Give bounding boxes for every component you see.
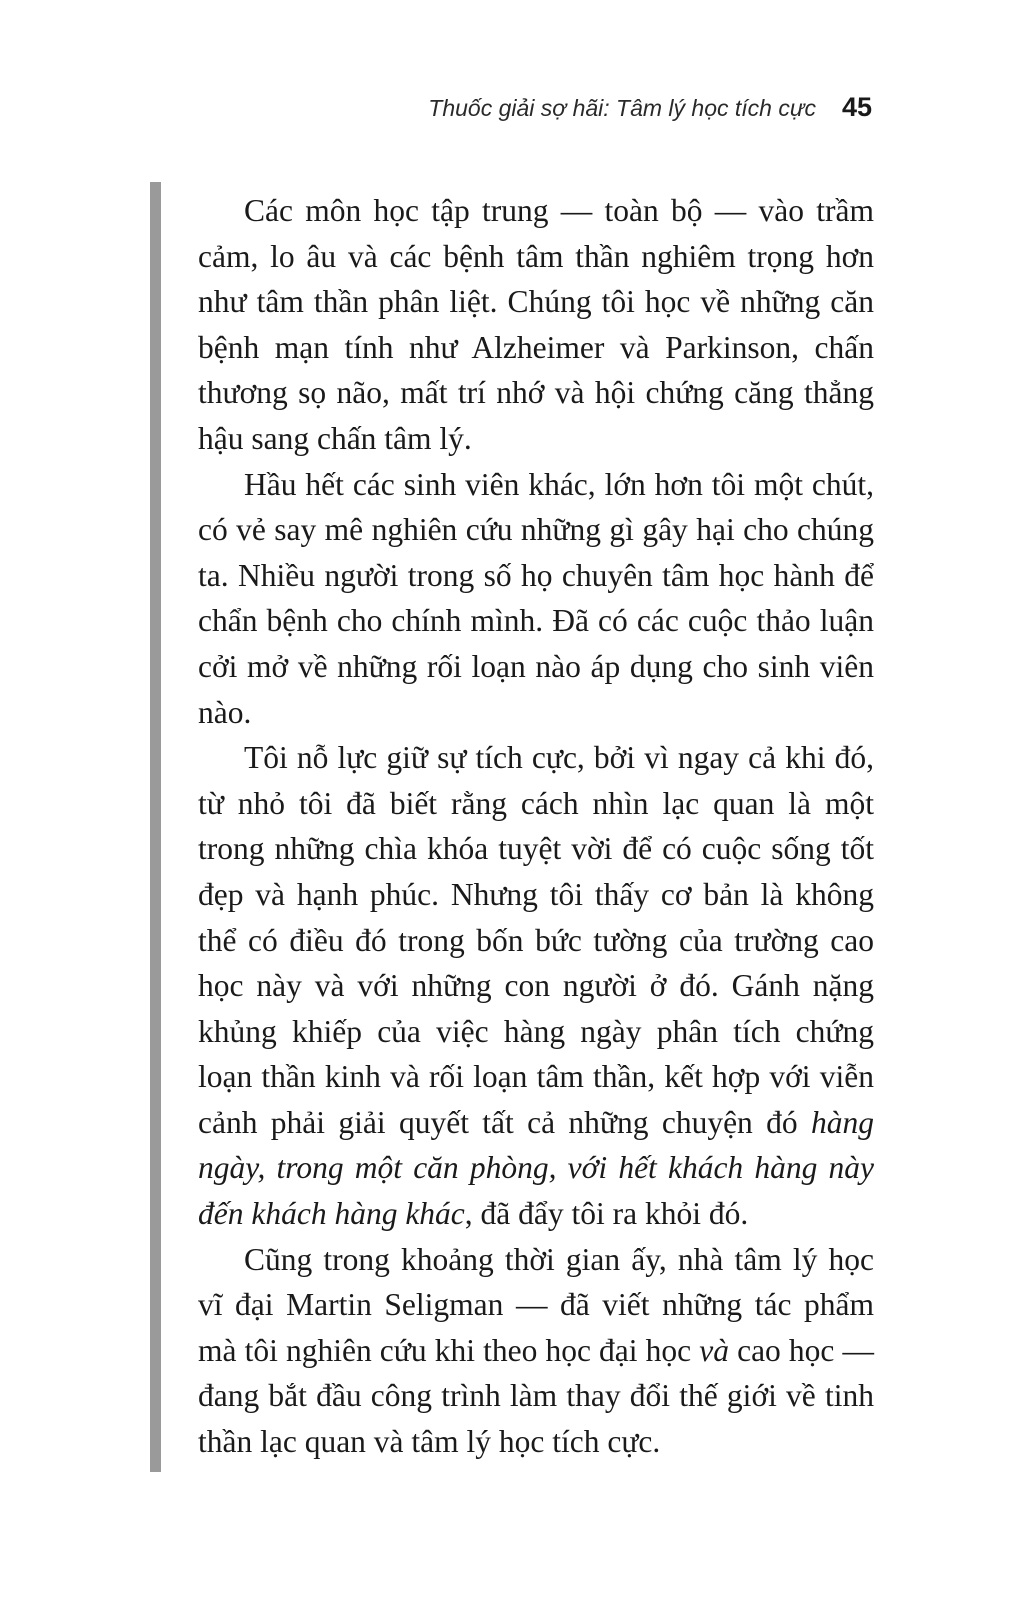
paragraph-4-text-start: Cũng trong khoảng thời gian ấy, nhà tâm lý học vĩ đại Martin Seligman — đã viết những tác phẩm mà tôi nghiên cứu khi theo học đại học — [198, 1241, 874, 1368]
paragraph-1-text: Các môn học tập trung — toàn bộ — vào trầm cảm, lo âu và các bệnh tâm thần nghiêm trọng hơn như tâm thần phân liệt. Chúng tôi học về những căn bệnh mạn tính như Alzheimer và Parkinson, chấn thương sọ não, mất trí nhớ và hội chứng căng thẳng hậu sang chấn tâm lý. — [198, 193, 874, 456]
paragraph-4-italic-word: và — [699, 1332, 729, 1368]
side-quote-bar — [150, 182, 161, 1472]
paragraph-3-text-start: Tôi nỗ lực giữ sự tích cực, bởi vì ngay cả khi đó, từ nhỏ tôi đã biết rằng cách nhìn lạc quan là một trong những chìa khóa tuyệt vời để có cuộc sống tốt đẹp và hạnh phúc. Nhưng tôi thấy cơ bản là không thể có điều đó trong bốn bức tường của trường cao học này và với những con người ở đó. Gánh nặng khủng khiếp của việc hàng ngày phân tích chứng loạn thần kinh và rối loạn tâm thần, kết hợp với viễn cảnh phải giải quyết tất cả những chuyện đó — [198, 740, 874, 1140]
paragraph-2 — [198, 462, 874, 736]
paragraph-1 — [198, 188, 874, 462]
page-number: 45 — [841, 92, 872, 122]
running-header — [428, 92, 872, 123]
paragraph-4-text-end: cao học — đang bắt đầu công trình làm thay đổi thế giới về tinh thần lạc quan và tâm lý học tích cực. — [198, 1332, 875, 1460]
paragraph-3 — [198, 735, 874, 1237]
running-title: Thuốc giải sợ hãi: Tâm lý học tích cực — [428, 95, 816, 121]
paragraph-4 — [198, 1237, 874, 1465]
paragraph-2-text: Hầu hết các sinh viên khác, lớn hơn tôi một chút, có vẻ say mê nghiên cứu những gì gây hại cho chúng ta. Nhiều người trong số họ chuyên tâm học hành để chẩn bệnh cho chính mình. Đã có các cuộc thảo luận cởi mở về những rối loạn nào áp dụng cho sinh viên nào. — [198, 466, 874, 730]
paragraph-3-text-end: , đã đẩy tôi ra khỏi đó. — [464, 1196, 749, 1232]
paragraph-3-italic-phrase: hàng ngày, trong một căn phòng, với hết khách hàng này đến khách hàng khác — [198, 1104, 874, 1232]
body-text — [198, 188, 874, 1465]
